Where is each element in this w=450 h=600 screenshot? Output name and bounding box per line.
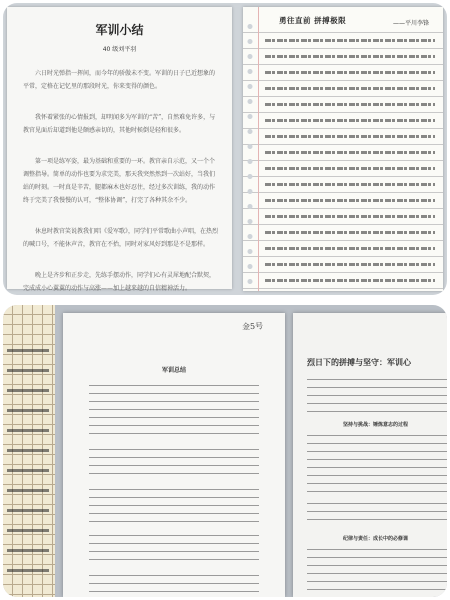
text-block [89, 531, 259, 565]
handwritten-mark: 金5号 [241, 321, 264, 332]
reflection-title: 烈日下的拼搏与坚守：军训心 [307, 357, 411, 367]
text-block [89, 485, 259, 525]
handwritten-title: 勇往直前 拼搏极限 [279, 16, 347, 25]
printed-essay-sheet [7, 7, 232, 292]
margin-line [258, 7, 259, 291]
bottom-photo [3, 305, 447, 597]
reflection-subheading: 纪律与责任：成长中的必修课 [343, 536, 409, 542]
handwritten-author: ——平川李锋 [392, 20, 429, 27]
essay-paragraph: 晚上是齐步和正步走，先练手摆动作，同学们心有灵犀地配合默契，完成成小心翼翼的动作与高涨——加上越来越的自信精神活力。 [23, 272, 216, 292]
binder-holes [246, 19, 254, 284]
printed-reflection-sheet [293, 313, 447, 597]
text-block [89, 445, 259, 479]
essay-paragraph: 六日时光弹指一挥间，而今年的骄傲未不变。军训的日子已近想象的平常，定格在记忆里的那段时光，你来变得的颜色。 [23, 70, 216, 90]
essay-paragraph: 休息时教官笑说教我们唱《爱军歌》，同学们平常歌曲小声唱，在热烈的喊口号，不能休声音，教官在不抬，同时对家风好到那是不是那样。 [23, 228, 218, 248]
text-block [89, 571, 259, 593]
printed-summary-sheet [63, 313, 285, 597]
text-block [89, 381, 259, 439]
essay-author: 40 级刘平羽 [102, 46, 137, 53]
essay-paragraph: 我怀着紧张的心情报到，却明闻多为军训的“苦”，自然难免许多，与教官见面后却道到他是颇感亲切的，其他时候倒是轻和很多。 [23, 114, 216, 134]
handwritten-sheet [243, 7, 443, 291]
text-block [307, 375, 447, 415]
handwritten-text-block [265, 33, 435, 288]
grid-paper-sheet [3, 305, 55, 597]
essay-paragraph: 第一项是练军姿，最为基础和重要的一环。教官亲自示范，又一个个调整指导。简单的动作也要为求完美，那天我突然然到一次站好，当我们站的时刻。一时真是辛苦，腿都麻木也好忍住，经过多次训练，我的动作终于完美了我慢慢的认可，“整体协调”，打完了各种其余不少。 [23, 158, 216, 204]
text-block [307, 499, 447, 527]
top-photo [3, 3, 447, 295]
text-block [307, 431, 447, 495]
essay-title: 军训小结 [95, 23, 144, 37]
summary-title: 军训总结 [161, 367, 186, 374]
handwritten-grid-text [7, 345, 49, 585]
text-block [307, 545, 447, 593]
reflection-subheading: 坚持与挑战：锤炼意志的过程 [343, 422, 409, 428]
